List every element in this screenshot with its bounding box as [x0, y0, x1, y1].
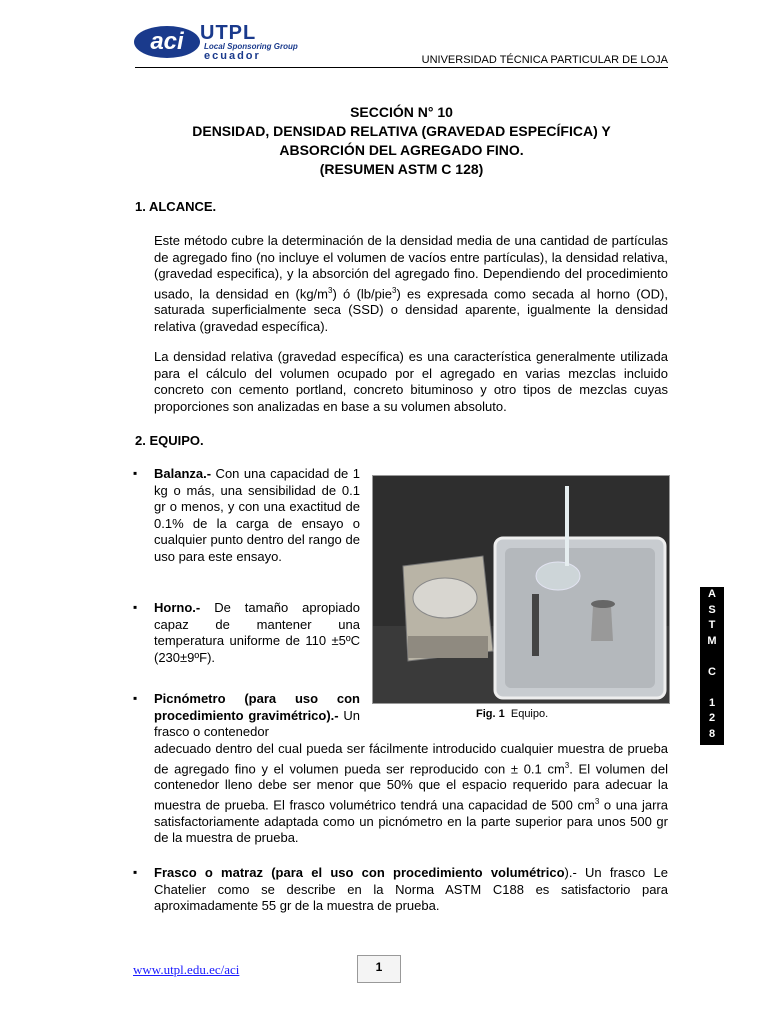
logo-ecuador-text: ecuador [204, 50, 261, 62]
item-picnometro-head [154, 691, 360, 741]
side-tab-char: A [708, 588, 716, 600]
utpl-logo-text: UTPL [200, 22, 257, 44]
aci-utpl-logo [134, 22, 304, 62]
section-1-p1-part-c: ) es expresada como secada al horno (OD), saturada superficialmente seca (SSD) o densidad aparente, igualmente la densidad relativa (gravedad específica). [154, 285, 668, 334]
side-tab-char: C [708, 665, 716, 678]
frasco-text: ).- Un frasco Le Chatelier como se describe en la Norma ASTM C188 es satisfactorio para aproximadamente 55 gr de la muestra de prueba. [154, 865, 668, 913]
superscript: 3 [594, 796, 600, 806]
side-tab-char: M [707, 634, 717, 647]
bullet-icon: ▪ [133, 865, 138, 879]
superscript: 3 [564, 760, 570, 770]
horno-label: Horno.- [154, 600, 201, 615]
figure-caption-text: Equipo. [510, 708, 549, 720]
document-title [135, 103, 668, 179]
item-balanza [154, 466, 360, 565]
page-number: 1 [357, 955, 401, 983]
figure-caption [476, 708, 548, 720]
item-horno [154, 600, 360, 666]
footer-website-link[interactable]: www.utpl.edu.ec/aci [133, 962, 240, 977]
title-line-1: SECCIÓN N° 10 [350, 104, 453, 120]
section-1-paragraph-2: La densidad relativa (gravedad específica) es una característica generalmente utilizada para el cálculo del volumen ocupado por el agregado en varias mezclas incluido concreto con cemento portland, concreto bituminoso y otro tipos de mezclas cuyas proporciones son analizadas en base a su volumen absoluto. [154, 349, 668, 414]
item-frasco [154, 865, 668, 915]
superscript: 3 [328, 285, 333, 295]
title-line-2: DENSIDAD, DENSIDAD RELATIVA (GRAVEDAD ESPECÍFICA) Y [192, 123, 611, 139]
picnometro-text-2c: o una jarra satisfactoriamente adaptada como un picnómetro en la parte superior para unos 500 gr de la muestra de prueba. [154, 797, 669, 846]
side-tab-char: T [708, 619, 716, 631]
side-tab-char [700, 649, 724, 665]
title-line-3: ABSORCIÓN DEL AGREGADO FINO. [279, 142, 524, 158]
side-tab-char: 1 [708, 696, 716, 709]
picnometro-label: Picnómetro (para uso con procedimiento gravimétrico).- [154, 691, 360, 723]
logo-subtitle: Local Sponsoring Group [204, 42, 298, 51]
picnometro-text-2b: . El volumen del contenedor lleno debe ser menor que 50% que el espacio requerido para adecuar la muestra de prueba. El frasco volumétrico tendrá una capacidad de 500 cm [154, 760, 668, 813]
horno-text: De tamaño apropiado capaz de mantener una temperatura uniforme de 110 ±5ºC (230±9ºF). [154, 600, 360, 665]
bullet-icon: ▪ [133, 466, 138, 480]
side-tab-char: S [708, 603, 716, 616]
superscript: 3 [391, 285, 397, 295]
header-divider [135, 67, 668, 68]
side-tab-char [700, 680, 724, 696]
bullet-icon: ▪ [133, 600, 138, 614]
section-1-paragraph-1 [154, 233, 668, 335]
picnometro-text-1: Un frasco o contenedor [154, 707, 360, 739]
bullet-icon: ▪ [133, 691, 138, 705]
equipment-photo-drawing [373, 476, 669, 703]
section-1-heading: 1. ALCANCE. [135, 199, 217, 214]
title-line-4: (RESUMEN ASTM C 128) [319, 161, 484, 177]
figure-label: Fig. 1 [476, 708, 505, 720]
balanza-label: Balanza.- [154, 466, 212, 481]
equipment-photo [372, 475, 670, 704]
side-tab-char: 2 [708, 712, 716, 724]
frasco-label: Frasco o matraz (para el uso con procedimiento volumétrico [154, 865, 565, 880]
aci-logo-mark: aci [134, 26, 200, 58]
item-picnometro-body [154, 741, 668, 847]
university-name: UNIVERSIDAD TÉCNICA PARTICULAR DE LOJA [421, 54, 668, 66]
balanza-text: Con una capacidad de 1 kg o más, una sensibilidad de 0.1 gr o menos, y con una exactitud de 0.1% de la carga de ensayo o cualquier punto dentro del rango de uso para este ensayo. [154, 466, 360, 564]
astm-side-tab [700, 587, 724, 745]
section-2-heading: 2. EQUIPO. [135, 433, 204, 448]
side-tab-char: 8 [708, 727, 716, 740]
section-1-p1-part-b: ) ó (lb/pie [332, 285, 392, 301]
section-1-p1-part-a: Este método cubre la determinación de la densidad media de una cantidad de partículas de agregado fino (no incluye el volumen de vacíos entre partículas), la densidad relativa, (gravedad especifica), y la absorción del agregado fino. Dependiendo del procedimiento usado, la densidad en (kg/m [154, 233, 668, 301]
picnometro-text-2a: adecuado dentro del cual pueda ser fácilmente introducido cualquier muestra de prueba de agregado fino y el volumen pueda ser reproducido con ± 0.1 cm [154, 741, 668, 776]
